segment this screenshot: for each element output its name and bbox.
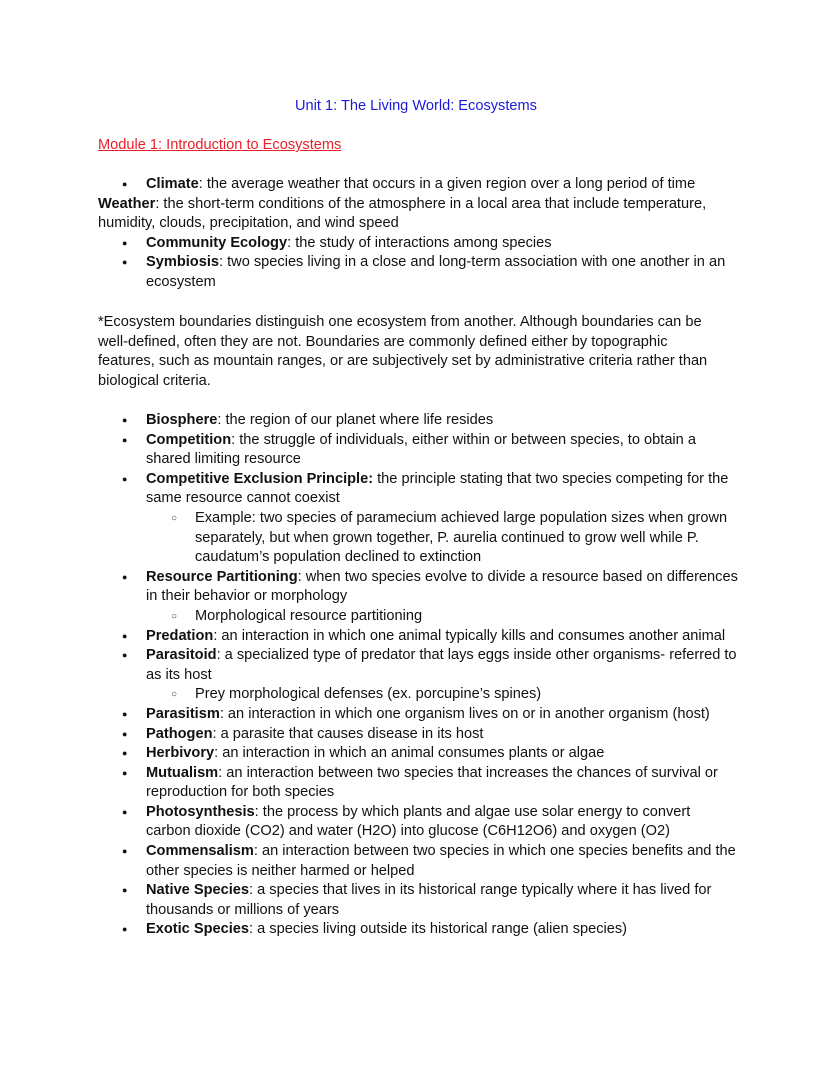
definition: : a specialized type of predator that lays eggs inside other organisms- referred to as its host (146, 647, 737, 683)
definition: : the process by which plants and algae use solar energy to convert carbon dioxide (CO2) and water (H2O) into glucose (C6H12O6) and oxygen (O2) (146, 803, 691, 840)
sub-item-text: Morphological resource partitioning (195, 607, 423, 624)
definition: : the short-term conditions of the atmosphere in a local area that include temperature, humidity, clouds, precipitation, and wind speed (98, 195, 707, 232)
term: Photosynthesis (146, 803, 255, 820)
document-title: Unit 1: The Living World: Ecosystems (295, 98, 537, 114)
ecosystem-boundaries-note: *Ecosystem boundaries distinguish one ecosystem from another. Although boundaries can be well-defined, often they are not. Boundaries are commonly defined either by topographic features, such as mountain ranges, or are subjectively set by administrative criteria rather than biological criteria. (98, 314, 708, 389)
term: Weather (98, 195, 156, 212)
list-item (98, 725, 738, 745)
list-item (98, 195, 734, 234)
term: Exotic Species (146, 921, 250, 938)
list-item (98, 920, 738, 940)
term: Pathogen (146, 725, 213, 742)
sub-list-item (98, 685, 738, 705)
term: Native Species (146, 882, 250, 899)
list-item (98, 627, 738, 647)
sub-item-text: Example: two species of paramecium achieved large population sizes when grown separately, but when grown together, P. aurelia continued to grow well while P. caudatum’s population declined to extinction (195, 509, 728, 566)
definition: : the study of interactions among species (287, 234, 552, 251)
sub-list-item (98, 509, 738, 568)
definition: : a species living outside its historical range (alien species) (249, 921, 628, 938)
list-item (98, 705, 738, 725)
list-item (98, 744, 738, 764)
list-item (98, 411, 738, 431)
list-item (98, 234, 734, 254)
definition: : an interaction between two species that increases the chances of survival or reproduction for both species (146, 764, 718, 801)
list-item (98, 431, 738, 470)
definitions-section-1 (98, 175, 734, 293)
list-item (98, 764, 738, 803)
list-item (98, 881, 738, 920)
definition: : an interaction in which an animal consumes plants or algae (214, 745, 605, 762)
definition: the principle stating that two species competing for the same resource cannot coexist (146, 470, 729, 507)
term: Commensalism (146, 843, 254, 860)
list-item (98, 803, 738, 842)
term: Symbiosis (146, 254, 219, 271)
definition: : the struggle of individuals, either within or between species, to obtain a shared limiting resource (146, 431, 696, 468)
list-item (98, 175, 734, 195)
definition: : an interaction between two species in which one species benefits and the other species is neither harmed or helped (146, 843, 736, 879)
list-item (98, 842, 738, 881)
term: Competition (146, 431, 232, 448)
definition: : the average weather that occurs in a given region over a long period of time (198, 176, 696, 192)
definition: : a parasite that causes disease in its host (212, 725, 484, 742)
term: Competitive Exclusion Principle: (146, 470, 374, 487)
term: Biosphere (146, 412, 218, 428)
definition: : an interaction in which one organism lives on or in another organism (host) (219, 705, 710, 722)
term: Predation (146, 627, 214, 644)
definitions-section-2 (98, 411, 738, 940)
term: Community Ecology (146, 234, 288, 251)
sub-list-item (98, 607, 738, 627)
definition: : when two species evolve to divide a resource based on differences in their behavior or morphology (146, 568, 738, 605)
term: Mutualism (146, 764, 219, 781)
list-item (98, 253, 734, 292)
list-item (98, 568, 738, 607)
definition: : an interaction in which one animal typically kills and consumes another animal (213, 627, 726, 644)
sub-item-text: Prey morphological defenses (ex. porcupine’s spines) (195, 686, 542, 703)
term: Parasitism (146, 705, 220, 722)
term: Climate (146, 176, 199, 192)
definition: : the region of our planet where life resides (217, 412, 494, 428)
list-item (98, 646, 738, 685)
definition: : a species that lives in its historical range typically where it has lived for thousands or millions of years (146, 882, 712, 918)
term: Parasitoid (146, 647, 217, 664)
term: Resource Partitioning (146, 568, 298, 585)
module-heading: Module 1: Introduction to Ecosystems (98, 137, 342, 153)
term: Herbivory (146, 745, 215, 762)
definition: : two species living in a close and long-term association with one another in an ecosystem (146, 254, 726, 290)
list-item (98, 470, 738, 509)
